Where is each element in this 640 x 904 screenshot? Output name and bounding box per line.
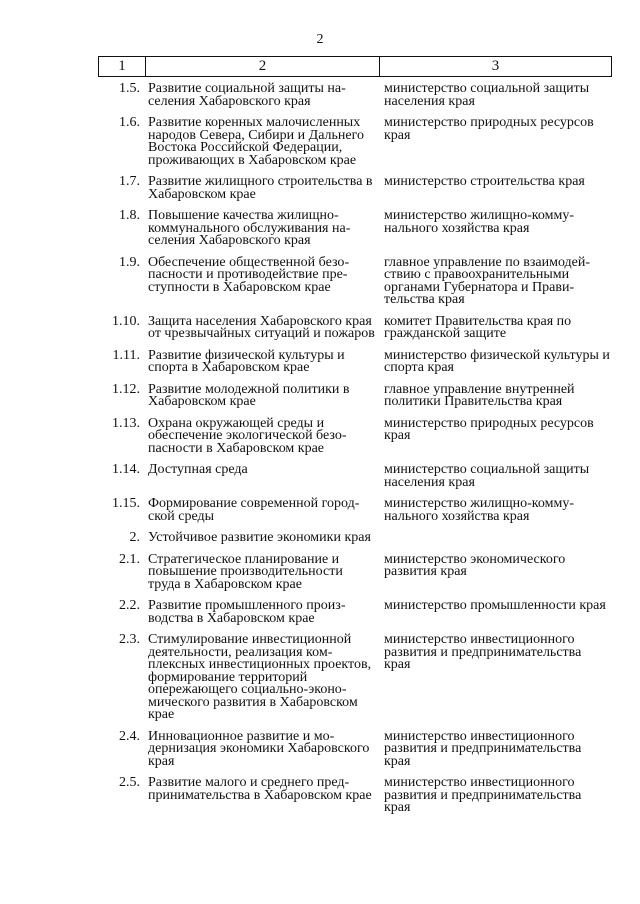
program-name: Стратегическое планирование и повышение производительности труда в Хабаровском крае (148, 551, 343, 592)
section-row (98, 532, 612, 545)
row-number: 1.6. (119, 115, 140, 130)
program-name: Защита населения Хабаровского края от чрезвычайных ситуаций и пожаров (148, 313, 375, 341)
responsible-executor: министерство физической культуры и спорта края (384, 347, 610, 375)
row-number: 1.15. (112, 496, 140, 511)
responsible-executor: министерство природных ресурсов края (384, 115, 594, 143)
table-row (98, 83, 612, 108)
responsible-executor: министерство жилищно-коммунального хозяйства края (384, 496, 575, 524)
responsible-executor: министерство социальной защиты населения края (384, 462, 590, 490)
table-row (98, 381, 612, 409)
program-name: Стимулирование инвестиционной деятельности, реализация комплексных инвестиционных проектов, формирование территорий опережающего социально-экономического развития в Хабаровском крае (148, 632, 372, 722)
row-number: 2. (129, 530, 140, 545)
row-number: 1.8. (119, 208, 140, 223)
responsible-executor: главное управление внутренней политики Правительства края (384, 381, 575, 409)
row-number: 1.10. (112, 313, 140, 329)
program-name: Развитие промышленного производства в Хабаровском крае (148, 598, 346, 626)
table-row (98, 498, 612, 523)
program-name: Развитие коренных малочисленных народов Севера, Сибири и Дальнего Востока Российской Федерации, проживающих в Хабаровском крае (148, 115, 365, 168)
responsible-executor: министерство инвестиционного развития и предпринимательства края (384, 632, 582, 672)
responsible-executor: министерство строительства края (384, 174, 585, 189)
program-name: Доступная среда (148, 462, 248, 477)
program-name: Обеспечение общественной безопасности и противодействие преступности в Хабаровском крае (148, 254, 350, 295)
responsible-executor: министерство промышленности края (384, 598, 606, 613)
table-row (98, 313, 612, 341)
header-col-1: 1 (99, 57, 146, 76)
program-name: Развитие физической культуры и спорта в Хабаровском крае (148, 347, 345, 375)
row-number: 2.5. (119, 775, 140, 790)
responsible-executor: министерство жилищно-коммунального хозяйства края (384, 208, 575, 236)
program-name: Инновационное развитие и модернизация экономики Хабаровского края (148, 728, 370, 769)
responsible-executor: министерство инвестиционного развития и предпринимательства края (384, 728, 582, 769)
program-name: Охрана окружающей среды и обеспечение экологической безопасности в Хабаровском крае (148, 415, 347, 456)
table-row (98, 176, 612, 201)
table-header (98, 56, 612, 77)
row-number: 1.9. (119, 254, 140, 270)
header-col-3: 3 (491, 58, 500, 74)
page-number: 2 (316, 32, 324, 47)
responsible-executor: министерство инвестиционного развития и предпринимательства края (384, 775, 582, 815)
table-body (98, 83, 612, 824)
row-number: 2.4. (119, 728, 140, 744)
table-row (98, 600, 612, 625)
program-name: Развитие социальной защиты населения Хабаровского края (148, 81, 346, 109)
row-number: 1.5. (119, 81, 140, 96)
row-number: 2.3. (119, 632, 140, 647)
row-number: 1.14. (112, 462, 140, 477)
row-number: 2.1. (119, 551, 140, 567)
responsible-executor: комитет Правительства края по гражданской защите (384, 313, 572, 341)
table-row (98, 210, 612, 248)
program-name: Формирование современной городской среды (148, 496, 360, 524)
table-row (98, 634, 612, 722)
row-number: 1.11. (112, 347, 140, 363)
table-row (98, 464, 612, 489)
table-row (98, 254, 612, 307)
table-row (98, 551, 612, 592)
responsible-executor: главное управление по взаимодействию с правоохранительными органами Губернатора и Правительства края (384, 254, 591, 307)
section-title: Устойчивое развитие экономики края (148, 530, 371, 545)
program-name: Развитие малого и среднего предпринимательства в Хабаровском крае (148, 775, 372, 803)
program-name: Развитие жилищного строительства в Хабаровском крае (148, 174, 373, 202)
table-row (98, 117, 612, 167)
row-number: 2.2. (119, 598, 140, 613)
table-row (98, 728, 612, 769)
row-number: 1.13. (112, 415, 140, 431)
responsible-executor: министерство социальной защиты населения края (384, 81, 590, 109)
row-number: 1.7. (119, 174, 140, 189)
header-col-2: 2 (146, 57, 380, 76)
program-name: Развитие молодежной политики в Хабаровском крае (148, 381, 350, 409)
table-row (98, 347, 612, 375)
responsible-executor: министерство природных ресурсов края (384, 415, 594, 443)
table-row (98, 777, 612, 815)
program-name: Повышение качества жилищно-коммунального обслуживания населения Хабаровского края (148, 208, 351, 248)
responsible-executor: министерство экономического развития края (384, 551, 566, 579)
table-row (98, 415, 612, 456)
row-number: 1.12. (112, 381, 140, 397)
